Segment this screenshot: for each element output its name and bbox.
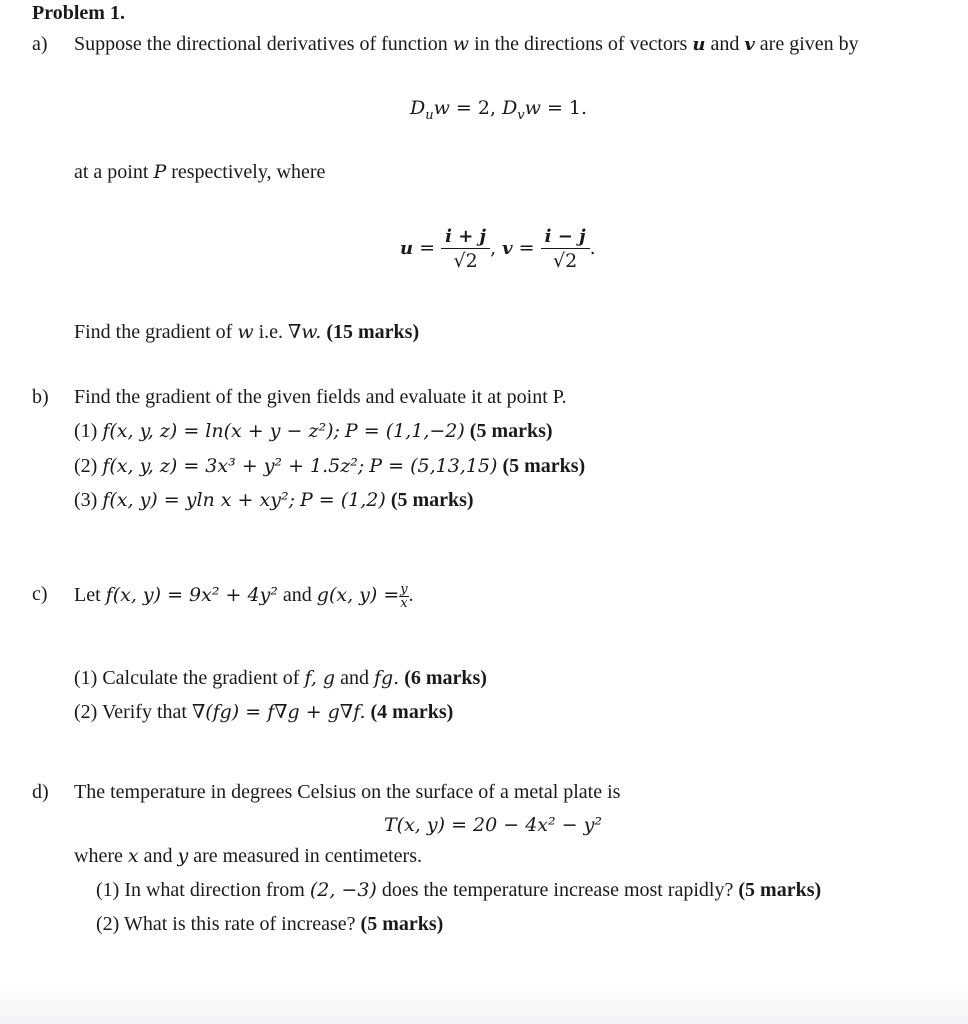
temperature-equation: T(x, y) = 20 − 4x² − y² [384,814,602,836]
part-a-point-text: at a point P respectively, where [74,161,326,183]
part-d-label: d) [32,781,49,803]
part-b-item-2: (2) f(x, y, z) = 3x³ + y² + 1.5z²; P = (5,13,15) (5 marks) [74,455,586,477]
directional-derivative-equation: $D_uw = 2$, $D_vw = 1$. [410,97,588,123]
problem-title: Problem 1. [32,2,125,24]
part-b-intro: Find the gradient of the given fields and evaluate it at point P. [74,386,567,408]
part-b-label: b) [32,386,49,408]
part-a-label: a) [32,33,48,55]
part-a-intro: Suppose the directional derivatives of function w in the directions of vectors u and v are given by [74,33,859,55]
part-a-find-text: Find the gradient of w i.e. ∇w. (15 marks) [74,321,420,343]
part-c-intro: Let f(x, y) = 9x² + 4y² and g(x, y) = $\frac{y}{x}$ . [74,582,414,611]
vector-definitions: u = $\frac{i + j}{√2}$ , v = $\frac{i - j}{√2}$ . [400,226,596,272]
u-numerator: i + j [441,226,490,249]
part-c-label: c) [32,583,48,605]
part-d-item-1: (1) In what direction from (2, −3) does the temperature increase most rapidly? (5 marks) [96,879,822,901]
part-a-marks: (15 marks) [326,321,420,343]
part-d-item-2: (2) What is this rate of increase? (5 marks) [96,913,444,935]
bottom-shadow [0,985,968,1024]
part-d-where: where x and y are measured in centimeters. [74,845,422,867]
part-b-item-1: (1) f(x, y, z) = ln(x + y − z²); P = (1,1,−2) (5 marks) [74,420,553,442]
part-b-item-3: (3) f(x, y) = yln x + xy²; P = (1,2) (5 marks) [74,489,474,511]
part-c-item-2: (2) Verify that ∇(fg) = f∇g + g∇f. (4 marks) [74,701,454,723]
part-c-item-1: (1) Calculate the gradient of f, g and fg. (6 marks) [74,667,487,689]
part-d-intro: The temperature in degrees Celsius on the surface of a metal plate is [74,781,621,803]
v-numerator: i − j [541,226,590,249]
